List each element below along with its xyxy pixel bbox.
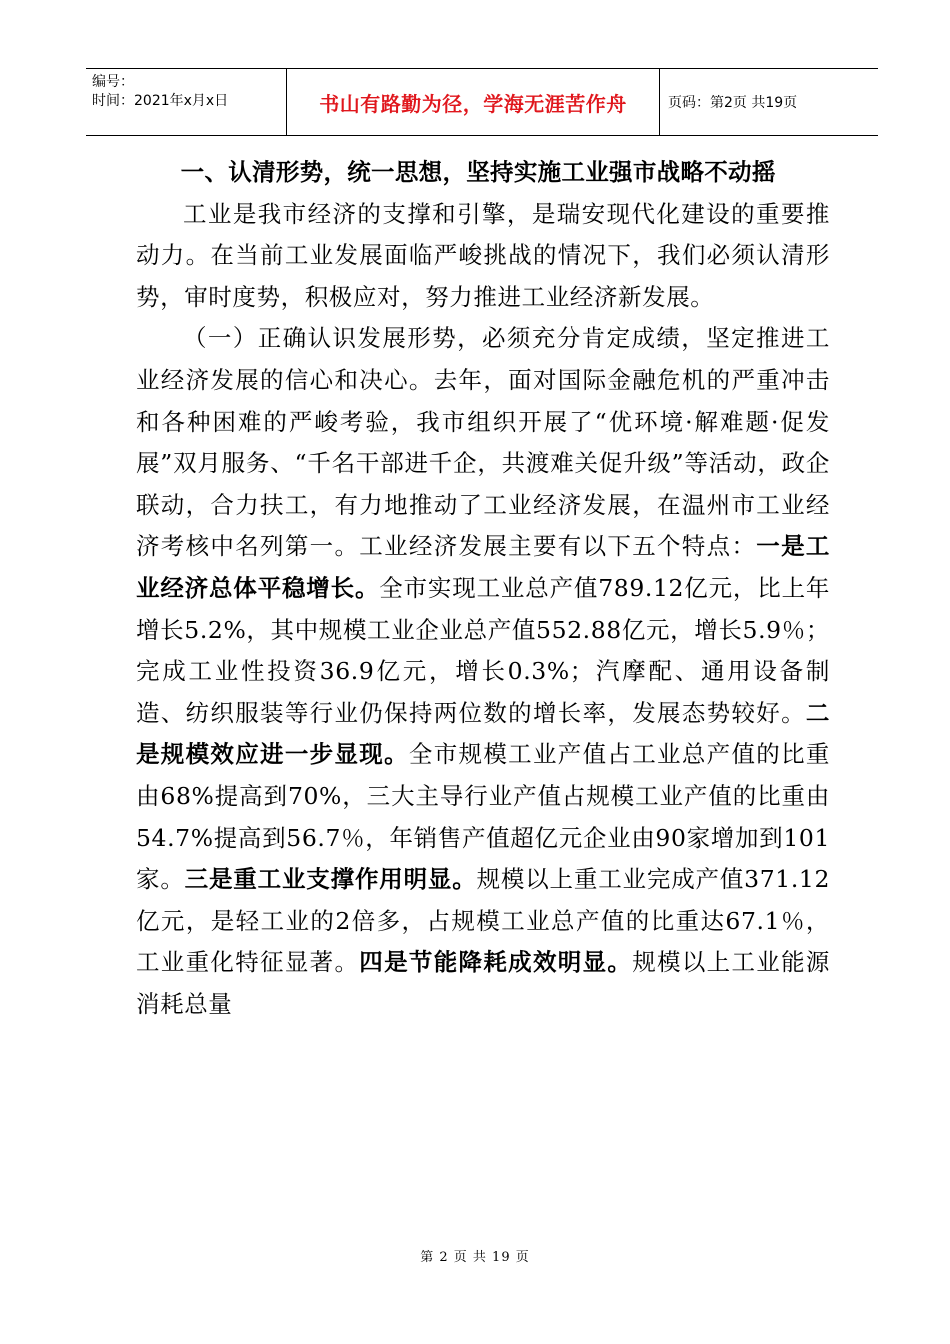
page-footer: [0, 1246, 950, 1265]
para2-text-1: （一）正确认识发展形势，必须充分肯定成绩，坚定推进工业经济发展的信心和决心。去年，面对国际金融危机的严重冲击和各种困难的严峻考验，我市组织开展了“优环境·解难题·促发展”双月服务、“千名干部进千企，共渡难关促升级”等活动，政企联动，合力扶工，有力地推动了工业经济发展，在温州市工业经济考核中名列第一。工业经济发展主要有以下五个特点：: [136, 324, 830, 561]
para2-bold-4: 四是节能降耗成效明显。: [359, 948, 633, 977]
footer-page-number: 第 2 页 共 19 页: [420, 1250, 530, 1265]
para2-bold-1: 一是工业经济总体平稳增长。: [136, 532, 830, 602]
para2-bold-2: 二是规模效应进一步显现。: [136, 698, 830, 769]
time-label: 时间：2021年x月x日: [92, 93, 229, 109]
header-meta-cell: [86, 69, 286, 135]
para2-text-3: 全市规模工业产值占工业总产值的比重由68%提高到70%，三大主导行业产值占规模工业产值的比重由54.7%提高到56.7％，年销售产值超亿元企业由90家增加到101家。: [136, 740, 830, 894]
header-motto-cell: [286, 69, 660, 135]
header-table: [86, 68, 878, 136]
number-label: 编号：: [92, 74, 134, 90]
para2-text-5: 规模以上工业能源消耗总量: [136, 948, 830, 1018]
para2-text-4: 规模以上重工业完成产值371.12亿元，是轻工业的2倍多，占规模工业总产值的比重达67.1％，工业重化特征显著。: [136, 865, 830, 977]
para2-bold-3: 三是重工业支撑作用明显。: [184, 865, 477, 894]
section-heading: 一、认清形势，统一思想，坚持实施工业强市战略不动摇: [180, 158, 776, 186]
header-page-cell: [660, 69, 878, 135]
paragraph-2: [136, 318, 830, 1025]
page-label: 页码：第2页 共19页: [668, 95, 798, 111]
document-body: [136, 152, 830, 1025]
para2-text-2: 全市实现工业总产值789.12亿元，比上年增长5.2%，其中规模工业企业总产值552.88亿元，增长5.9％；完成工业性投资36.9亿元，增长0.3%；汽摩配、通用设备制造、纺织服装等行业仍保持两位数的增长率，发展态势较好。: [136, 573, 831, 727]
paragraph-1: 工业是我市经济的支撑和引擎，是瑞安现代化建设的重要推动力。在当前工业发展面临严峻挑战的情况下，我们必须认清形势，审时度势，积极应对，努力推进工业经济新发展。: [136, 199, 830, 311]
motto-text: 书山有路勤为径，学海无涯苦作舟: [319, 91, 627, 116]
